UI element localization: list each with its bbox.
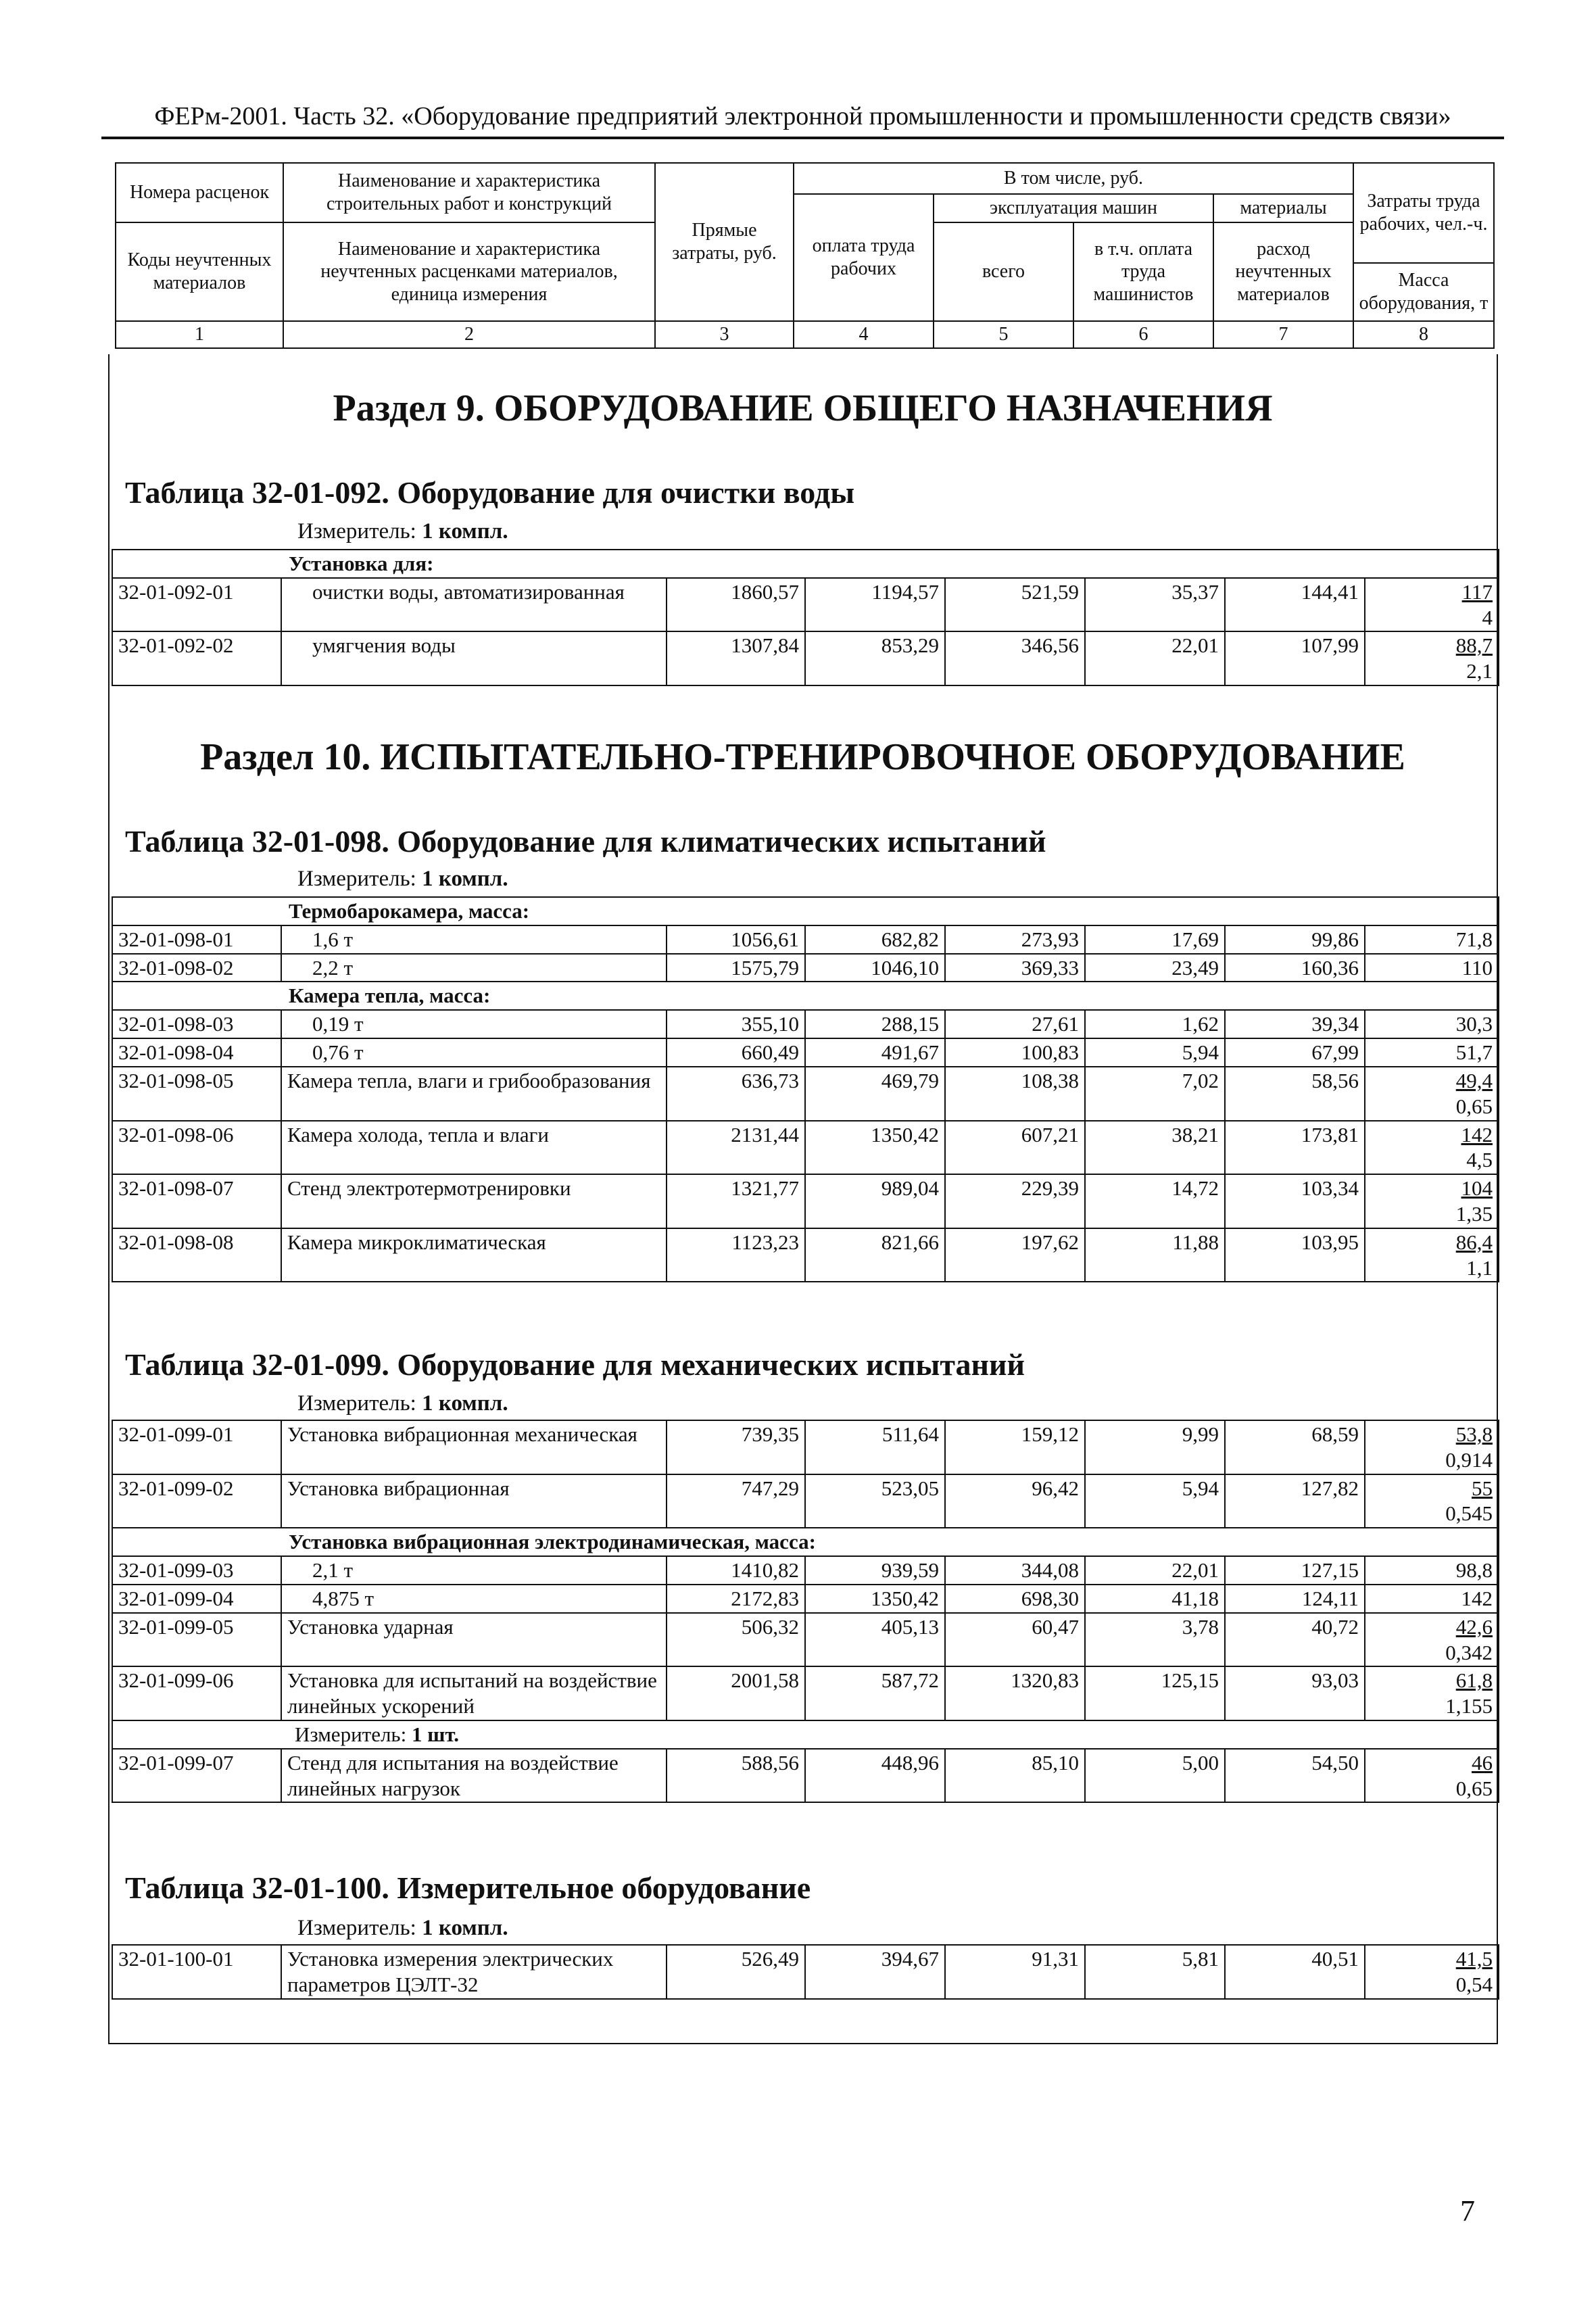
column-header-table: [115, 162, 1495, 349]
machine-cost: 197,62: [945, 1228, 1085, 1282]
machine-cost: 27,61: [945, 1010, 1085, 1038]
measure-unit: Измеритель: 1 шт.: [281, 1720, 1499, 1749]
rate-code: 32-01-098-03: [112, 1010, 281, 1038]
rate-code: 32-01-092-02: [112, 631, 281, 685]
table-row: [112, 1067, 1499, 1121]
machine-cost: 229,39: [945, 1174, 1085, 1228]
table-row: [112, 1038, 1499, 1067]
materials-cost: 58,56: [1225, 1067, 1365, 1121]
machinist-labor: 3,78: [1085, 1613, 1225, 1667]
labor-cost: 491,67: [805, 1038, 945, 1067]
rate-name: Стенд электротермотренировки: [281, 1174, 667, 1228]
machinist-labor: 5,94: [1085, 1474, 1225, 1528]
machinist-labor: 5,94: [1085, 1038, 1225, 1067]
header-num: 3: [655, 321, 794, 348]
header-col4: оплата труда рабочих: [794, 194, 934, 321]
header-col8-bottom: Масса оборудования, т: [1353, 263, 1494, 321]
header-num: 2: [283, 321, 655, 348]
machine-cost: 273,93: [945, 925, 1085, 954]
direct-cost: 355,10: [667, 1010, 805, 1038]
materials-cost: 93,03: [1225, 1666, 1365, 1720]
machinist-labor: 23,49: [1085, 954, 1225, 982]
table-row: [112, 1666, 1499, 1720]
header-materials: материалы: [1213, 194, 1353, 222]
materials-cost: 54,50: [1225, 1749, 1365, 1803]
section-heading: Раздел 9. ОБОРУДОВАНИЕ ОБЩЕГО НАЗНАЧЕНИЯ: [333, 387, 1273, 429]
direct-cost: 747,29: [667, 1474, 805, 1528]
header-machines: эксплуатация машин: [934, 194, 1213, 222]
labor-hours-mass: 55 0,545: [1365, 1474, 1499, 1528]
labor-hours-mass: 41,5 0,54: [1365, 1945, 1499, 1999]
rate-code: 32-01-098-05: [112, 1067, 281, 1121]
materials-cost: 68,59: [1225, 1420, 1365, 1474]
labor-cost: 288,15: [805, 1010, 945, 1038]
header-num: 1: [116, 321, 283, 348]
rates-table-092: [112, 549, 1499, 686]
materials-cost: 40,72: [1225, 1613, 1365, 1667]
materials-cost: 67,99: [1225, 1038, 1365, 1067]
rate-name: Стенд для испытания на воздействие линейных нагрузок: [281, 1749, 667, 1803]
materials-cost: 160,36: [1225, 954, 1365, 982]
labor-hours-mass: 142 4,5: [1365, 1121, 1499, 1175]
rate-name: Установка вибрационная: [281, 1474, 667, 1528]
machine-cost: 344,08: [945, 1556, 1085, 1585]
header-col1-bottom: Коды неучтенных материалов: [116, 222, 283, 321]
labor-hours-mass: 104 1,35: [1365, 1174, 1499, 1228]
direct-cost: 1307,84: [667, 631, 805, 685]
table-title: Таблица 32-01-092. Оборудование для очистки воды: [125, 475, 855, 510]
machine-cost: 346,56: [945, 631, 1085, 685]
materials-cost: 124,11: [1225, 1585, 1365, 1613]
running-head: ФЕРм-2001. Часть 32. «Оборудование предприятий электронной промышленности и промышленности средств связи»: [101, 101, 1504, 139]
table-row: [112, 1010, 1499, 1038]
rate-code: 32-01-098-01: [112, 925, 281, 954]
group-row: Установка для:: [112, 550, 1499, 578]
rate-code: 32-01-098-04: [112, 1038, 281, 1067]
rates-table-099: [112, 1420, 1499, 1803]
table-row: [112, 954, 1499, 982]
machinist-labor: 17,69: [1085, 925, 1225, 954]
rate-code: 32-01-099-05: [112, 1613, 281, 1667]
labor-cost: 405,13: [805, 1613, 945, 1667]
header-col2-top: Наименование и характеристика строительных работ и конструкций: [283, 163, 655, 222]
labor-hours-mass: 88,7 2,1: [1365, 631, 1499, 685]
table-row: [112, 1420, 1499, 1474]
rate-name: 4,875 т: [281, 1585, 667, 1613]
machine-cost: 96,42: [945, 1474, 1085, 1528]
group-row: Камера тепла, масса:: [112, 982, 1499, 1010]
machinist-labor: 1,62: [1085, 1010, 1225, 1038]
machinist-labor: 5,81: [1085, 1945, 1225, 1999]
rate-name: Установка ударная: [281, 1613, 667, 1667]
header-group: В том числе, руб.: [794, 163, 1353, 194]
table-row: [112, 925, 1499, 954]
rate-code: 32-01-100-01: [112, 1945, 281, 1999]
labor-hours: 71,8: [1365, 925, 1499, 954]
rate-code: 32-01-098-02: [112, 954, 281, 982]
labor-cost: 1194,57: [805, 578, 945, 632]
machine-cost: 85,10: [945, 1749, 1085, 1803]
table-row: [112, 1613, 1499, 1667]
machinist-labor: 35,37: [1085, 578, 1225, 632]
rates-table-100: [112, 1944, 1499, 2000]
materials-cost: 40,51: [1225, 1945, 1365, 1999]
measure-unit: Измеритель: 1 компл.: [297, 1391, 508, 1416]
materials-cost: 39,34: [1225, 1010, 1365, 1038]
machine-cost: 108,38: [945, 1067, 1085, 1121]
machine-cost: 60,47: [945, 1613, 1085, 1667]
labor-hours-mass: 46 0,65: [1365, 1749, 1499, 1803]
materials-cost: 144,41: [1225, 578, 1365, 632]
labor-cost: 1350,42: [805, 1121, 945, 1175]
machinist-labor: 5,00: [1085, 1749, 1225, 1803]
table-title: Таблица 32-01-100. Измерительное оборудование: [125, 1871, 811, 1905]
header-col1-top: Номера расценок: [116, 163, 283, 222]
measure-unit: Измеритель: 1 компл.: [297, 1916, 508, 1940]
direct-cost: 2131,44: [667, 1121, 805, 1175]
machine-cost: 698,30: [945, 1585, 1085, 1613]
rate-code: 32-01-099-02: [112, 1474, 281, 1528]
labor-cost: 1046,10: [805, 954, 945, 982]
table-title: Таблица 32-01-099. Оборудование для механических испытаний: [125, 1347, 1025, 1382]
rate-name: Камера микроклиматическая: [281, 1228, 667, 1282]
machine-cost: 369,33: [945, 954, 1085, 982]
machinist-labor: 22,01: [1085, 1556, 1225, 1585]
table-row: [112, 1228, 1499, 1282]
measure-unit: Измеритель: 1 компл.: [297, 867, 508, 891]
machinist-labor: 14,72: [1085, 1174, 1225, 1228]
materials-cost: 127,15: [1225, 1556, 1365, 1585]
materials-cost: 99,86: [1225, 925, 1365, 954]
page-number: 7: [1460, 2194, 1475, 2227]
table-row: [112, 1945, 1499, 1999]
labor-hours: 110: [1365, 954, 1499, 982]
labor-hours-mass: 86,4 1,1: [1365, 1228, 1499, 1282]
rate-name: Камера холода, тепла и влаги: [281, 1121, 667, 1175]
direct-cost: 526,49: [667, 1945, 805, 1999]
rate-name: 0,76 т: [281, 1038, 667, 1067]
direct-cost: 506,32: [667, 1613, 805, 1667]
labor-cost: 821,66: [805, 1228, 945, 1282]
labor-cost: 394,67: [805, 1945, 945, 1999]
rate-name: 1,6 т: [281, 925, 667, 954]
table-title: Таблица 32-01-098. Оборудование для климатических испытаний: [125, 824, 1046, 859]
direct-cost: 588,56: [667, 1749, 805, 1803]
direct-cost: 636,73: [667, 1067, 805, 1121]
header-col2-bottom: Наименование и характеристика неучтенных расценками материалов, единица измерения: [283, 222, 655, 321]
labor-cost: 587,72: [805, 1666, 945, 1720]
labor-cost: 853,29: [805, 631, 945, 685]
machinist-labor: 11,88: [1085, 1228, 1225, 1282]
direct-cost: 1860,57: [667, 578, 805, 632]
materials-cost: 103,95: [1225, 1228, 1365, 1282]
table-row: [112, 1749, 1499, 1803]
materials-cost: 107,99: [1225, 631, 1365, 685]
direct-cost: 1575,79: [667, 954, 805, 982]
labor-hours-mass: 49,4 0,65: [1365, 1067, 1499, 1121]
rate-code: 32-01-092-01: [112, 578, 281, 632]
machine-cost: 521,59: [945, 578, 1085, 632]
rates-table-098: [112, 896, 1499, 1282]
header-col7: расход неучтенных материалов: [1213, 222, 1353, 321]
rate-code: 32-01-099-01: [112, 1420, 281, 1474]
header-col3: Прямые затраты, руб.: [655, 163, 794, 321]
header-num: 8: [1353, 321, 1494, 348]
measure-unit: Измеритель: 1 компл.: [297, 519, 508, 544]
rate-name: 0,19 т: [281, 1010, 667, 1038]
direct-cost: 1321,77: [667, 1174, 805, 1228]
table-row: [112, 1174, 1499, 1228]
direct-cost: 1056,61: [667, 925, 805, 954]
direct-cost: 739,35: [667, 1420, 805, 1474]
table-row: [112, 1121, 1499, 1175]
rate-name: умягчения воды: [281, 631, 667, 685]
machinist-labor: 125,15: [1085, 1666, 1225, 1720]
machinist-labor: 22,01: [1085, 631, 1225, 685]
section-heading: Раздел 10. ИСПЫТАТЕЛЬНО-ТРЕНИРОВОЧНОЕ ОБОРУДОВАНИЕ: [200, 736, 1405, 778]
labor-hours: 30,3: [1365, 1010, 1499, 1038]
rate-name: 2,2 т: [281, 954, 667, 982]
labor-hours-mass: 117 4: [1365, 578, 1499, 632]
rate-code: 32-01-098-07: [112, 1174, 281, 1228]
direct-cost: 660,49: [667, 1038, 805, 1067]
labor-cost: 448,96: [805, 1749, 945, 1803]
labor-hours: 98,8: [1365, 1556, 1499, 1585]
header-num: 4: [794, 321, 934, 348]
header-num: 7: [1213, 321, 1353, 348]
group-row: Термобарокамера, масса:: [112, 897, 1499, 925]
table-row: [112, 1585, 1499, 1613]
direct-cost: 1410,82: [667, 1556, 805, 1585]
table-row: [112, 631, 1499, 685]
rate-name: Установка для испытаний на воздействие линейных ускорений: [281, 1666, 667, 1720]
rate-name: Установка вибрационная механическая: [281, 1420, 667, 1474]
machinist-labor: 7,02: [1085, 1067, 1225, 1121]
rate-name: Камера тепла, влаги и грибообразования: [281, 1067, 667, 1121]
rate-code: 32-01-098-08: [112, 1228, 281, 1282]
rate-code: 32-01-099-03: [112, 1556, 281, 1585]
labor-cost: 939,59: [805, 1556, 945, 1585]
group-row: Установка вибрационная электродинамическая, масса:: [112, 1528, 1499, 1556]
header-col6: в т.ч. оплата труда машинистов: [1073, 222, 1213, 321]
machine-cost: 91,31: [945, 1945, 1085, 1999]
machinist-labor: 9,99: [1085, 1420, 1225, 1474]
direct-cost: 2001,58: [667, 1666, 805, 1720]
labor-hours: 51,7: [1365, 1038, 1499, 1067]
header-col5: всего: [934, 222, 1073, 321]
rate-name: 2,1 т: [281, 1556, 667, 1585]
machinist-labor: 41,18: [1085, 1585, 1225, 1613]
direct-cost: 1123,23: [667, 1228, 805, 1282]
labor-cost: 469,79: [805, 1067, 945, 1121]
measure-row: [112, 1720, 1499, 1749]
rate-code: 32-01-098-06: [112, 1121, 281, 1175]
header-num: 5: [934, 321, 1073, 348]
rate-code: 32-01-099-04: [112, 1585, 281, 1613]
rate-code: 32-01-099-07: [112, 1749, 281, 1803]
labor-cost: 682,82: [805, 925, 945, 954]
labor-cost: 511,64: [805, 1420, 945, 1474]
materials-cost: 103,34: [1225, 1174, 1365, 1228]
labor-hours: 142: [1365, 1585, 1499, 1613]
materials-cost: 127,82: [1225, 1474, 1365, 1528]
rate-code: 32-01-099-06: [112, 1666, 281, 1720]
machine-cost: 159,12: [945, 1420, 1085, 1474]
header-col8-top: Затраты труда рабочих, чел.-ч.: [1353, 163, 1494, 263]
materials-cost: 173,81: [1225, 1121, 1365, 1175]
labor-cost: 1350,42: [805, 1585, 945, 1613]
machine-cost: 100,83: [945, 1038, 1085, 1067]
labor-hours-mass: 53,8 0,914: [1365, 1420, 1499, 1474]
machine-cost: 607,21: [945, 1121, 1085, 1175]
rate-name: очистки воды, автоматизированная: [281, 578, 667, 632]
machine-cost: 1320,83: [945, 1666, 1085, 1720]
direct-cost: 2172,83: [667, 1585, 805, 1613]
table-row: [112, 1474, 1499, 1528]
labor-cost: 523,05: [805, 1474, 945, 1528]
table-row: [112, 578, 1499, 632]
labor-hours-mass: 42,6 0,342: [1365, 1613, 1499, 1667]
table-row: [112, 1556, 1499, 1585]
header-num: 6: [1073, 321, 1213, 348]
labor-cost: 989,04: [805, 1174, 945, 1228]
labor-hours-mass: 61,8 1,155: [1365, 1666, 1499, 1720]
machinist-labor: 38,21: [1085, 1121, 1225, 1175]
rate-name: Установка измерения электрических параметров ЦЭЛТ-32: [281, 1945, 667, 1999]
